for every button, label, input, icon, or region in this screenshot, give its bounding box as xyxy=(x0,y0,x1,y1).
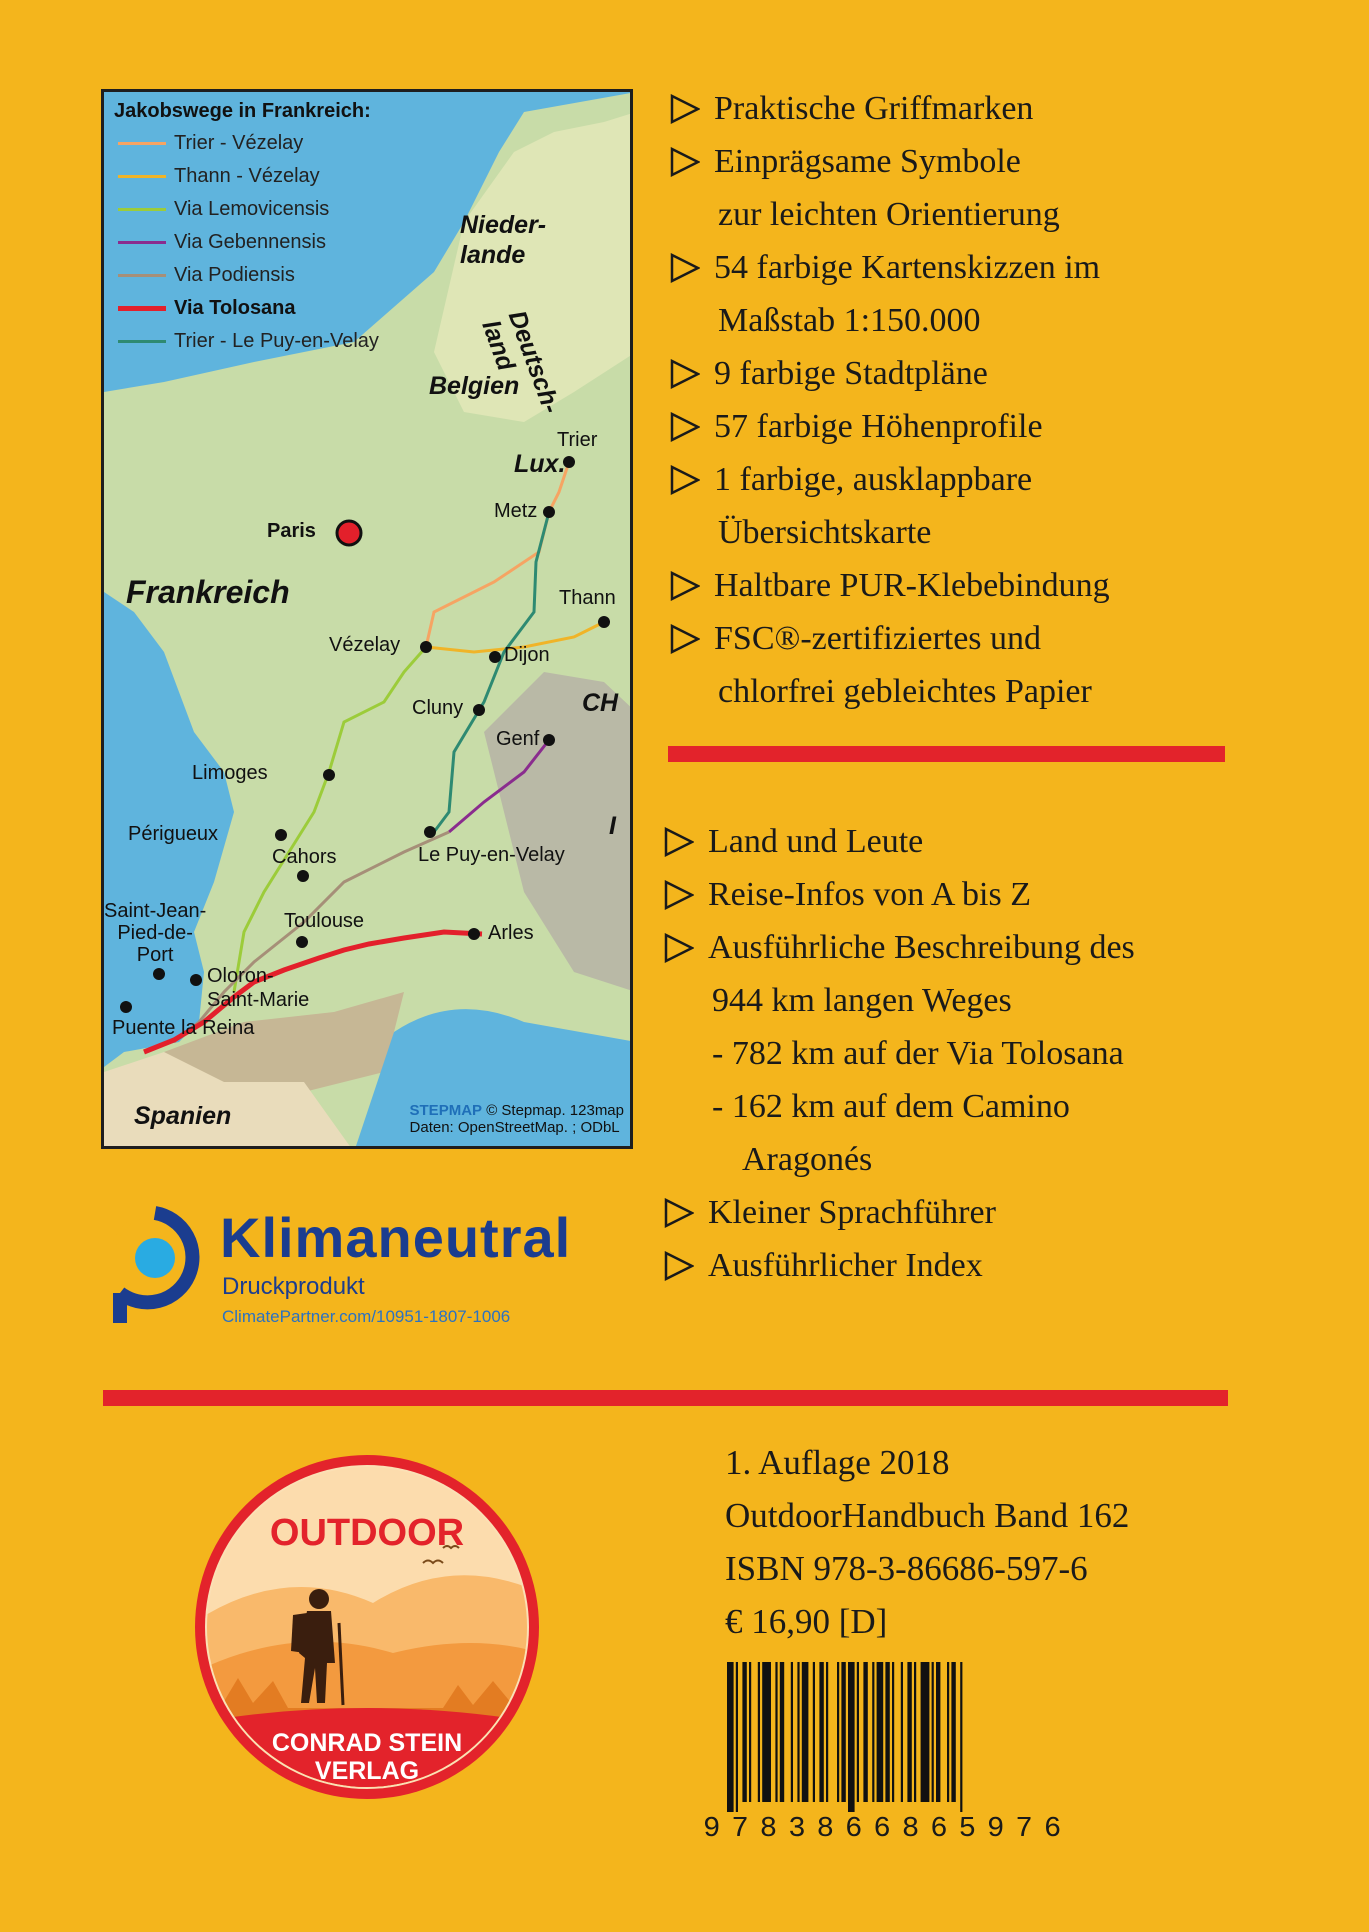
triangle-bullet-icon xyxy=(668,612,714,665)
legend-swatch xyxy=(118,241,166,244)
map-legend xyxy=(108,96,379,358)
feature-continuation: chlorfrei gebleichtes Papier xyxy=(718,673,1092,710)
triangle-bullet-icon xyxy=(668,400,714,453)
feature-text: Ausführlicher Index xyxy=(708,1247,983,1284)
feature-subitem-continuation: Aragonés xyxy=(742,1141,873,1178)
legend-swatch xyxy=(118,175,166,178)
legend-label: Trier - Le Puy-en-Velay xyxy=(174,330,379,352)
city-dot-metz xyxy=(543,506,555,518)
city-dot-arles xyxy=(468,928,480,940)
series: OutdoorHandbuch Band 162 xyxy=(725,1496,1130,1535)
barcode-bar xyxy=(947,1662,949,1802)
legend-title: Jakobswege in Frankreich: xyxy=(114,100,371,122)
city-dot-dijon xyxy=(489,651,501,663)
feature-text: Haltbare PUR-Klebebindung xyxy=(714,567,1110,604)
city-thann: Thann xyxy=(559,587,616,609)
legend-item xyxy=(108,325,379,358)
feature-text: 1 farbige, ausklappbare xyxy=(714,461,1033,498)
red-divider-bottom xyxy=(103,1390,1228,1406)
outdoor-badge-logo xyxy=(193,1453,541,1801)
city-limoges: Limoges xyxy=(192,762,268,784)
triangle-bullet-icon xyxy=(662,921,708,974)
city-dot-puente xyxy=(120,1001,132,1013)
legend-item xyxy=(108,226,379,259)
legend-label: Via Lemovicensis xyxy=(174,198,330,220)
feature-text: Reise-Infos von A bis Z xyxy=(708,876,1031,913)
edition: 1. Auflage 2018 xyxy=(725,1443,950,1482)
barcode-bar xyxy=(797,1662,799,1802)
city-vezelay: Vézelay xyxy=(329,634,401,656)
feature-text: 57 farbige Höhenprofile xyxy=(714,408,1043,445)
barcode-digits: 9783866865976 xyxy=(703,1812,1073,1845)
feature-subitem: - 162 km auf dem Camino xyxy=(712,1088,1070,1125)
city-perigueux: Périgueux xyxy=(128,823,219,845)
legend-swatch xyxy=(118,208,166,211)
barcode-bar xyxy=(802,1662,809,1802)
feature-list-top xyxy=(668,82,1348,718)
feature-item xyxy=(668,559,1348,612)
feature-item xyxy=(668,241,1348,294)
feature-text: FSC®-zertifiziertes und xyxy=(714,620,1042,657)
feature-item xyxy=(668,82,1348,135)
city-dot-lepuy xyxy=(424,826,436,838)
barcode-bar xyxy=(749,1662,751,1802)
legend-label: Via Gebennensis xyxy=(174,231,326,253)
badge-top-text: OUTDOOR xyxy=(269,1512,465,1554)
region-spanien: Spanien xyxy=(134,1102,232,1130)
barcode-bar xyxy=(826,1662,828,1802)
barcode-bar xyxy=(775,1662,777,1802)
city-genf: Genf xyxy=(496,728,540,750)
feature-continuation: Übersichtskarte xyxy=(718,514,932,551)
legend-swatch xyxy=(118,340,166,343)
barcode-bar xyxy=(857,1662,859,1802)
barcode-bar xyxy=(877,1662,884,1802)
region-deutschland: Deutsch- land xyxy=(476,307,566,418)
feature-text: 9 farbige Stadtpläne xyxy=(714,355,988,392)
feature-item xyxy=(668,612,1348,665)
barcode-bar xyxy=(863,1662,867,1802)
barcode-bar xyxy=(742,1662,746,1802)
feature-item xyxy=(662,815,1352,868)
legend-label: Trier - Vézelay xyxy=(174,132,304,154)
feature-item xyxy=(668,135,1348,188)
legend-swatch xyxy=(118,142,166,145)
triangle-bullet-icon xyxy=(668,82,714,135)
legend-label: Thann - Vézelay xyxy=(174,165,320,187)
region-niederlande: Nieder- lande xyxy=(460,211,547,269)
red-divider-top xyxy=(668,746,1225,762)
barcode-bar xyxy=(936,1662,940,1802)
legend-item xyxy=(108,259,379,292)
climate-partner-icon xyxy=(100,1205,210,1325)
city-dot-paris xyxy=(337,521,361,545)
city-metz: Metz xyxy=(494,500,538,522)
isbn: ISBN 978-3-86686-597-6 xyxy=(725,1549,1088,1588)
triangle-bullet-icon xyxy=(668,241,714,294)
barcode-bar xyxy=(736,1662,738,1812)
barcode-bar xyxy=(791,1662,793,1802)
triangle-bullet-icon xyxy=(662,815,708,868)
city-saint-jean: Saint-Jean- Pied-de- Port xyxy=(104,900,207,966)
isbn-barcode xyxy=(725,1662,1097,1812)
city-dot-thann xyxy=(598,616,610,628)
city-dot-limoges xyxy=(323,769,335,781)
city-paris: Paris xyxy=(267,520,316,542)
barcode-bar xyxy=(932,1662,934,1802)
climate-title: Klimaneutral xyxy=(220,1206,572,1269)
barcode-bar xyxy=(780,1662,784,1802)
price: € 16,90 [D] xyxy=(725,1602,888,1641)
legend-swatch xyxy=(118,306,166,311)
barcode-bar xyxy=(837,1662,839,1802)
feature-text: 54 farbige Kartenskizzen im xyxy=(714,249,1101,286)
city-dot-vezelay xyxy=(420,641,432,653)
feature-list-bottom xyxy=(662,815,1352,1292)
legend-swatch xyxy=(118,274,166,277)
copyright-line2: Daten: OpenStreetMap. ; ODbL xyxy=(409,1119,620,1136)
feature-item xyxy=(662,868,1352,921)
city-dot-genf xyxy=(543,734,555,746)
city-puente: Puente la Reina xyxy=(112,1017,255,1039)
region-lux: Lux. xyxy=(514,450,566,478)
barcode-bar xyxy=(960,1662,962,1812)
region-ch: CH xyxy=(582,689,619,717)
city-lepuy: Le Puy-en-Velay xyxy=(418,844,565,866)
badge-bottom-line2: VERLAG xyxy=(314,1757,420,1785)
barcode-bar xyxy=(892,1662,894,1802)
badge-bottom-line1: CONRAD STEIN xyxy=(271,1729,463,1757)
legend-item xyxy=(108,292,379,325)
feature-item xyxy=(662,1239,1352,1292)
feature-text: Praktische Griffmarken xyxy=(714,90,1034,127)
barcode-bar xyxy=(901,1662,903,1802)
barcode-bar xyxy=(907,1662,911,1802)
feature-item xyxy=(668,400,1348,453)
triangle-bullet-icon xyxy=(668,453,714,506)
triangle-bullet-icon xyxy=(668,559,714,612)
city-oloron: Oloron- Saint-Marie xyxy=(207,965,310,1011)
feature-text: Einprägsame Symbole xyxy=(714,143,1021,180)
barcode-bar xyxy=(819,1662,823,1802)
region-belgien: Belgien xyxy=(429,372,520,400)
city-dot-oloron xyxy=(190,974,202,986)
legend-item xyxy=(108,160,379,193)
route-map xyxy=(101,89,633,1149)
city-cahors: Cahors xyxy=(272,846,337,868)
city-dot-cluny xyxy=(473,704,485,716)
feature-subitem: - 782 km auf der Via Tolosana xyxy=(712,1035,1124,1072)
barcode-bar xyxy=(951,1662,955,1802)
city-trier: Trier xyxy=(557,429,598,451)
city-dot-perigueux xyxy=(275,829,287,841)
climate-subtitle: Druckprodukt xyxy=(222,1273,365,1300)
region-i: I xyxy=(609,812,616,840)
city-dot-toulouse xyxy=(296,936,308,948)
feature-text: Ausführliche Beschreibung des xyxy=(708,929,1135,966)
feature-text: Land und Leute xyxy=(708,823,924,860)
feature-item xyxy=(662,921,1352,974)
publication-info xyxy=(725,1436,1129,1648)
city-dot-cahors xyxy=(297,870,309,882)
city-dot-saint-jean xyxy=(153,968,165,980)
triangle-bullet-icon xyxy=(662,1239,708,1292)
triangle-bullet-icon xyxy=(662,868,708,921)
barcode-bar xyxy=(921,1662,930,1802)
feature-text: Kleiner Sprachführer xyxy=(708,1194,996,1231)
city-arles: Arles xyxy=(488,922,534,944)
feature-continuation: zur leichten Orientierung xyxy=(718,196,1060,233)
legend-item xyxy=(108,127,379,160)
map-copyright xyxy=(410,1102,624,1136)
triangle-bullet-icon xyxy=(662,1186,708,1239)
barcode-bar xyxy=(848,1662,855,1812)
barcode-bar xyxy=(758,1662,760,1802)
feature-item xyxy=(668,453,1348,506)
feature-continuation: 944 km langen Weges xyxy=(712,982,1012,1019)
barcode-bar xyxy=(872,1662,874,1802)
climate-url: ClimatePartner.com/10951-1807-1006 xyxy=(222,1307,511,1326)
region-frankreich: Frankreich xyxy=(126,574,290,610)
feature-continuation: Maßstab 1:150.000 xyxy=(718,302,981,339)
copyright-line1: © Stepmap. 123map xyxy=(482,1102,624,1119)
feature-item xyxy=(662,1186,1352,1239)
triangle-bullet-icon xyxy=(668,135,714,188)
city-toulouse: Toulouse xyxy=(284,910,365,932)
feature-item xyxy=(668,347,1348,400)
stepmap-brand: STEPMAP xyxy=(409,1102,483,1119)
city-cluny: Cluny xyxy=(412,697,464,719)
triangle-bullet-icon xyxy=(668,347,714,400)
barcode-bar xyxy=(841,1662,845,1802)
barcode-bar xyxy=(762,1662,771,1802)
legend-item xyxy=(108,193,379,226)
barcode-bar xyxy=(727,1662,734,1812)
legend-label: Via Podiensis xyxy=(174,264,295,286)
city-dijon: Dijon xyxy=(504,644,550,666)
climate-neutral-logo xyxy=(100,1205,660,1335)
barcode-bar xyxy=(813,1662,815,1802)
barcode-bar xyxy=(914,1662,916,1802)
legend-label: Via Tolosana xyxy=(174,297,296,319)
barcode-bar xyxy=(885,1662,889,1802)
